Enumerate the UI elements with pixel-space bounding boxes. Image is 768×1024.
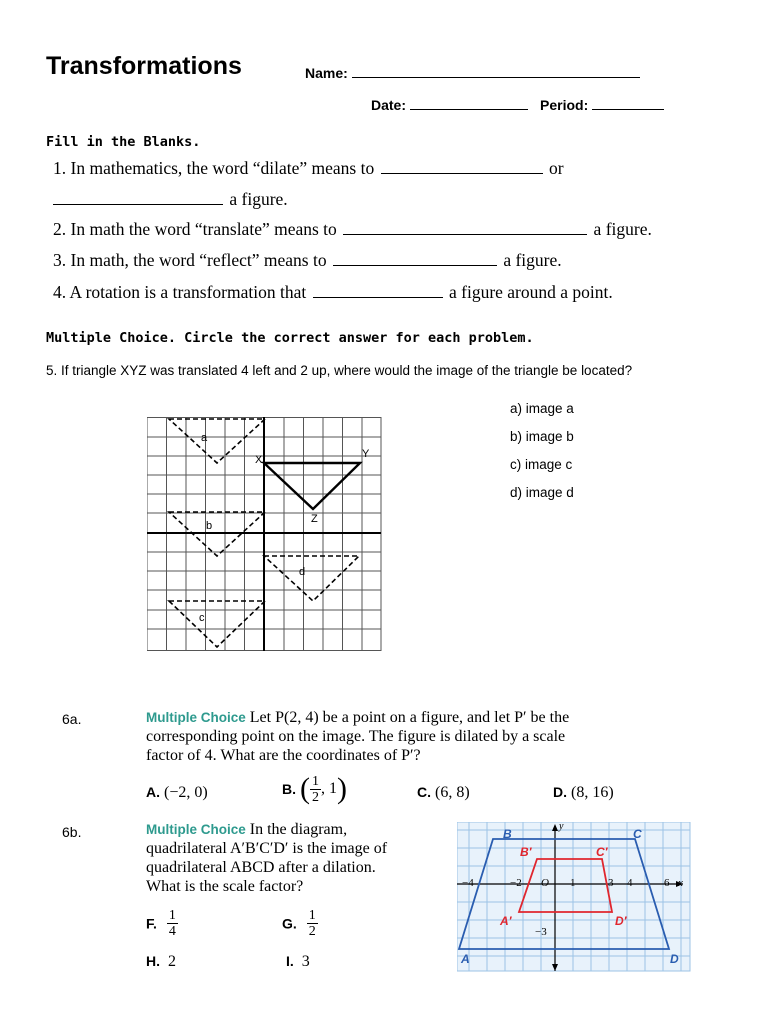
label-a-prime: A′ [500,914,512,928]
q6b-number: 6b. [62,824,82,840]
q4-blank[interactable] [313,281,443,298]
question-4: 4. A rotation is a transformation that a figure around a point. [53,282,613,302]
date-field[interactable] [410,95,528,110]
x-tick-1: 1 [570,877,576,889]
x-tick-4: 4 [627,877,633,889]
dilation-diagram [457,822,691,972]
period-field[interactable] [592,95,664,110]
q6a-option-c[interactable]: C. (6, 8) [417,784,470,801]
q1-blank-1[interactable] [381,157,543,174]
q6a-number: 6a. [62,711,82,727]
name-field[interactable] [352,63,640,78]
y-axis-label: y [559,821,564,832]
fill-blanks-heading: Fill in the Blanks. [46,134,201,150]
grid-label-y: Y [362,448,370,460]
question-5: 5. If triangle XYZ was translated 4 left and 2 up, where would the image of the triangle be located? [46,363,633,378]
grid-label-b: b [206,520,213,532]
triangle-d [264,556,359,601]
q6a-option-d[interactable]: D. (8, 16) [553,784,614,801]
triangle-c [169,601,265,647]
grid-label-c: c [199,612,205,624]
grid-label-a: a [201,432,208,444]
x-tick-3: 3 [608,877,614,889]
label-d: D [670,952,679,966]
question-1-cont: a figure. [53,188,288,210]
q3-blank[interactable] [333,249,497,266]
q6b-option-f[interactable]: F. $\frac{1}{4}$ [146,908,176,939]
q6b-option-i[interactable]: I. 3 [286,953,310,970]
name-label: Name: [305,63,640,81]
q6b-text: Multiple Choice In the diagram, quadrilateral A′B′C′D′ is the image of quadrilateral ABCD after a dilation. What is the scale factor? [146,821,388,895]
grid-label-z: Z [311,513,318,525]
origin-label: O [541,877,549,889]
question-3: 3. In math, the word “reflect” means to a figure. [53,250,562,270]
x-tick-neg4: −4 [462,877,474,889]
period-label: Period: [540,95,664,113]
translation-grid [147,417,384,652]
q1-blank-2[interactable] [53,188,223,205]
page-title: Transformations [46,52,242,80]
label-c-prime: C′ [596,845,608,859]
q6a-option-b[interactable]: B. ( $\frac{1}{2}$ , 1) [282,772,347,805]
q5-option-d[interactable]: d) image d [510,485,574,500]
label-b: B [503,827,512,841]
q5-option-a[interactable]: a) image a [510,401,574,416]
grid-label-x: X [255,454,263,466]
label-a: A [461,952,470,966]
q5-option-c[interactable]: c) image c [510,457,573,472]
x-axis-label: x [678,877,683,889]
multiple-choice-heading: Multiple Choice. Circle the correct answer for each problem. [46,330,534,346]
x-tick-neg2: −2 [510,877,522,889]
y-tick-neg3: −3 [535,926,547,938]
x-tick-6: 6 [664,877,670,889]
question-2: 2. In math the word “translate” means to a figure. [53,219,652,239]
triangle-xyz [264,463,360,509]
grid-label-d: d [299,566,306,578]
label-b-prime: B′ [520,845,532,859]
label-c: C [633,827,642,841]
date-label: Date: [371,95,528,113]
q6b-option-h[interactable]: H. 2 [146,953,176,970]
q6a-option-a[interactable]: A. (−2, 0) [146,784,208,801]
q6b-option-g[interactable]: G. $\frac{1}{2}$ [282,908,316,939]
q6a-text: Multiple Choice Let P(2, 4) be a point on a figure, and let P′ be the corresponding point on the image. The figure is dilated by a scale factor of 4. What are the coordinates of P′? [146,709,570,764]
label-d-prime: D′ [615,914,627,928]
q6b-tag: Multiple Choice [146,822,246,837]
q5-option-b[interactable]: b) image b [510,429,574,444]
q6a-tag: Multiple Choice [146,710,246,725]
q2-blank[interactable] [343,218,587,235]
question-1: 1. In mathematics, the word “dilate” means to or [53,158,564,178]
